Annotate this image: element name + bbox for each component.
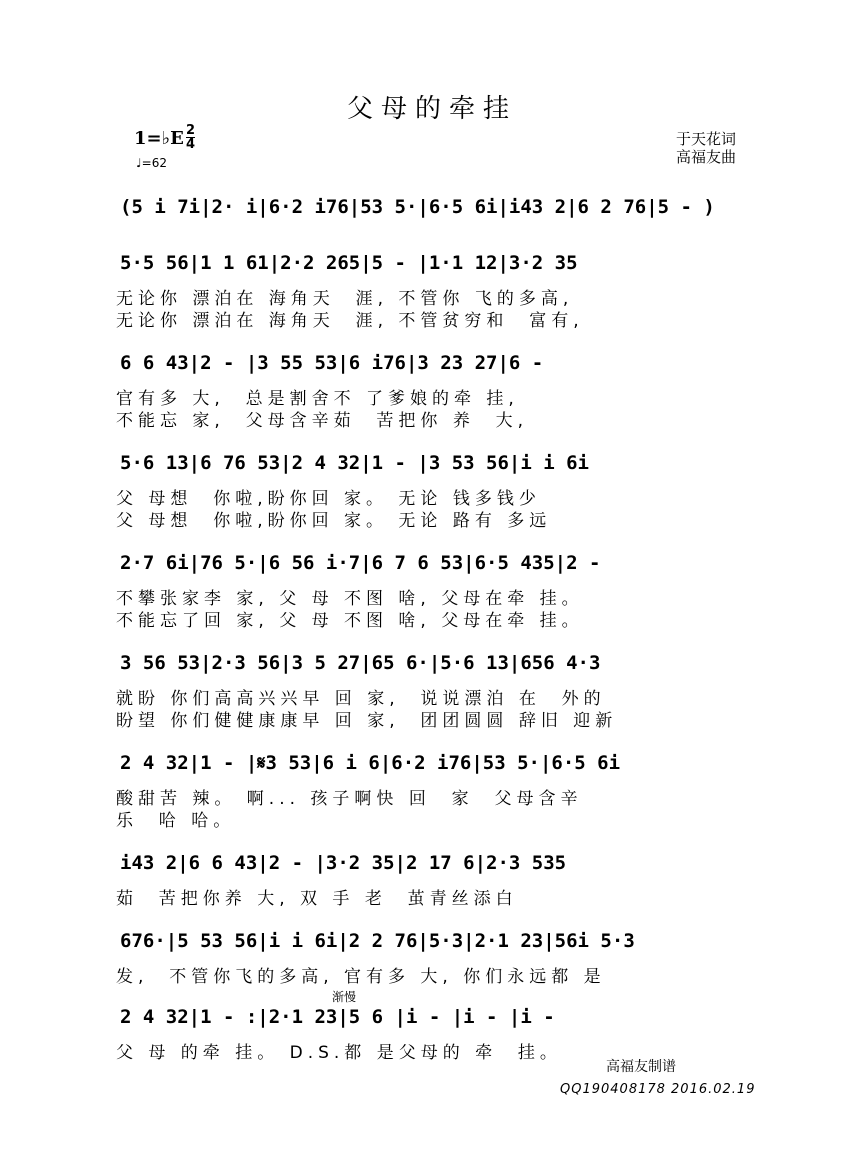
song-title: 父母的牵挂	[346, 94, 517, 124]
transcriber: 高福友制谱	[606, 1059, 676, 1075]
lyric-verse-1: 父 母 的牵 挂。 D.S.都 是父母的 牵 挂。	[116, 1043, 562, 1063]
lyric-verse-2: 不能忘 家, 父母含辛茹 苦把你 养 大,	[116, 411, 529, 431]
score-system-4	[116, 446, 756, 532]
notation-line: 5·5 56|1 1 61|2·2 265|5 - |1·1 12|3·2 35	[120, 252, 578, 274]
notation-line: 2 4 32|1 - |𝄋3 53|6 i 6|6·2 i76|53 5·|6·5 6i	[120, 752, 621, 774]
score-system-1	[116, 190, 756, 232]
contact-info: QQ190408178 2016.02.19	[560, 1082, 756, 1097]
notation-line: (5 i 7i|2· i|6·2 i76|53 5·|6·5 6i|i43 2|6 2 76|5 - )	[120, 196, 715, 218]
score-system-5	[116, 546, 756, 632]
ritardando-mark: 渐慢	[332, 990, 357, 1004]
time-signature	[186, 124, 195, 151]
lyric-verse-1: 酸甜苦 辣。 啊... 孩子啊快 回 家 父母含辛	[116, 789, 583, 809]
composer: 高福友曲	[676, 148, 737, 166]
meter-bottom: 4	[186, 137, 196, 152]
lyric-verse-2: 乐 哈 哈。	[116, 811, 236, 831]
notation-line: 5·6 13|6 76 53|2 4 32|1 - |3 53 56|i i 6i	[120, 452, 589, 474]
lyric-verse-1: 无论你 漂泊在 海角天 涯, 不管你 飞的多高,	[116, 289, 574, 309]
key-signature: 1=♭E	[134, 128, 184, 149]
score-system-3	[116, 346, 756, 432]
lyricist: 于天花词	[676, 130, 737, 148]
meter-top: 2	[186, 123, 196, 138]
score-system-6	[116, 646, 756, 732]
lyric-verse-1: 不攀张家李 家, 父 母 不图 啥, 父母在牵 挂。	[116, 589, 584, 609]
score-system-9	[116, 924, 756, 988]
notation-line: 3 56 53|2·3 56|3 5 27|65 6·|5·6 13|656 4·3	[120, 652, 601, 674]
score-system-2	[116, 246, 756, 332]
score-system-7	[116, 746, 756, 832]
lyric-verse-2: 盼望 你们健健康康早 回 家, 团团圆圆 辞旧 迎新	[116, 711, 618, 731]
lyric-verse-1: 官有多 大, 总是割舍不 了爹娘的牵 挂,	[116, 389, 519, 409]
lyric-verse-2: 无论你 漂泊在 海角天 涯, 不管贫穷和 富有,	[116, 311, 584, 331]
lyric-verse-2: 不能忘了回 家, 父 母 不图 啥, 父母在牵 挂。	[116, 611, 584, 631]
notation-line: 6 6 43|2 - |3 55 53|6 i76|3 23 27|6 -	[120, 352, 544, 374]
notation-line: 2·7 6i|76 5·|6 56 i·7|6 7 6 53|6·5 435|2 -	[120, 552, 601, 574]
lyric-verse-1: 父 母想 你啦,盼你回 家。 无论 钱多钱少	[116, 489, 541, 509]
score-system-8	[116, 846, 756, 910]
lyric-verse-1: 发, 不管你飞的多高, 官有多 大, 你们永远都 是	[116, 967, 606, 987]
lyric-verse-1: 就盼 你们高高兴兴早 回 家, 说说漂泊 在 外的	[116, 689, 606, 709]
notation-line: i43 2|6 6 43|2 - |3·2 35|2 17 6|2·3 535	[120, 852, 567, 874]
tempo-mark: ♩=62	[136, 156, 167, 170]
score-system-10	[116, 990, 756, 1064]
credits	[676, 130, 736, 166]
notation-line: 2 4 32|1 - :|2·1 23|5 6 |i - |i - |i -	[120, 1006, 555, 1028]
lyric-verse-2: 父 母想 你啦,盼你回 家。 无论 路有 多远	[116, 511, 552, 531]
lyric-verse-1: 茹 苦把你养 大, 双 手 老 茧青丝添白	[116, 889, 518, 909]
notation-line: 676·|5 53 56|i i 6i|2 2 76|5·3|2·1 23|56i 5·3	[120, 930, 635, 952]
